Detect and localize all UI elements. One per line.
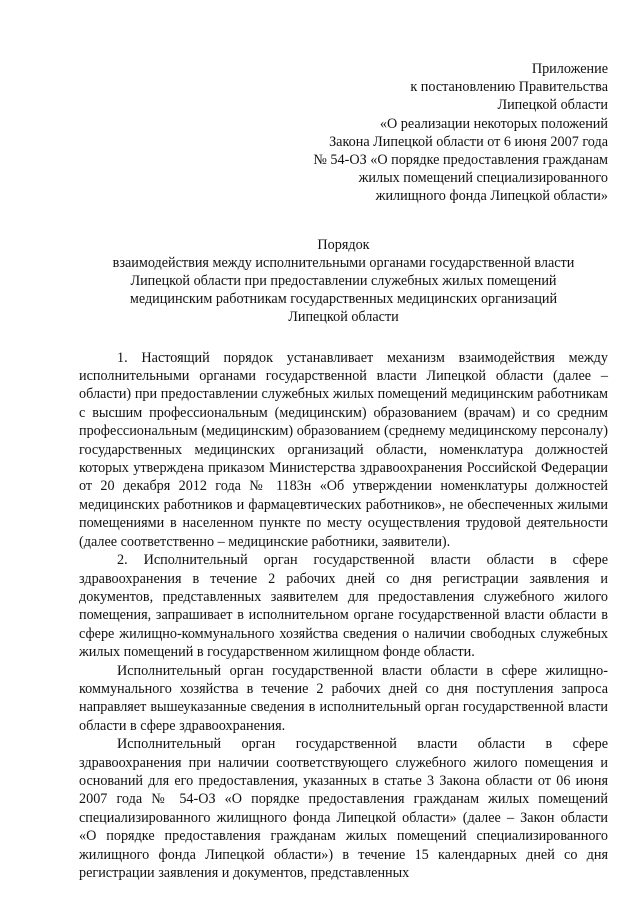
- appendix-line: жилищного фонда Липецкой области»: [375, 188, 608, 205]
- appendix-line: жилых помещений специализированного: [358, 170, 608, 187]
- paragraph-3: Исполнительный орган государственной власти области в сфере жилищно-коммунального хозяйства в течение 2 рабочих дней со дня поступления запроса направляет вышеуказанные сведения в исполнительный орган государственной власти области в сфере здравоохранения.: [79, 662, 608, 734]
- title-line: Порядок: [317, 236, 370, 253]
- appendix-line: к постановлению Правительства: [410, 79, 608, 96]
- paragraph-4: Исполнительный орган государственной власти области в сфере здравоохранения при наличии соответствующего служебного жилого помещения и оснований для его предоставления, указанных в статье 3 Закона области от 06 июня 2007 года № 54-ОЗ «О порядке предоставления гражданам жилых помещений специализированного жилищного фонда Липецкой области» (далее – Закон области «О порядке предоставления гражданам жилых помещений специализированного жилищного фонда Липецкой области») в течение 15 календарных дней со дня регистрации заявления и документов, представленных: [79, 736, 608, 882]
- appendix-line: Закона Липецкой области от 6 июня 2007 года: [329, 133, 608, 150]
- appendix-header: [79, 60, 608, 206]
- document-title: [79, 236, 608, 327]
- document-body: [79, 349, 608, 883]
- appendix-line: Липецкой области: [497, 97, 608, 114]
- appendix-line: № 54-ОЗ «О порядке предоставления гражданам: [313, 152, 608, 169]
- title-line: Липецкой области при предоставлении служебных жилых помещений: [130, 273, 557, 290]
- paragraph-1: 1. Настоящий порядок устанавливает механизм взаимодействия между исполнительными органами государственной власти Липецкой области (далее – области) при предоставлении служебных жилых помещений медицинским работникам с высшим профессиональным (медицинским) образованием (врачам) и со средним профессиональным (медицинским) образованием (среднему медицинскому персоналу) государственных медицинских организаций области, номенклатура должностей которых утверждена приказом Министерства здравоохранения Российской Федерации от 20 декабря 2012 года № 1183н «Об утверждении номенклатуры должностей медицинских работников и фармацевтических работников», не обеспеченных жилыми помещениями в населенном пункте по месту осуществления трудовой деятельности (далее соответственно – медицинские работники, заявители).: [79, 349, 608, 550]
- title-line: взаимодействия между исполнительными органами государственной власти: [112, 254, 575, 271]
- paragraph-2: 2. Исполнительный орган государственной власти области в сфере здравоохранения в течение 2 рабочих дней со дня регистрации заявления и документов, представленных заявителем для предоставления служебного жилого помещения, запрашивает в исполнительном органе государственной власти области в сфере жилищно-коммунального хозяйства сведения о наличии свободных служебных жилых помещений в государственном жилищном фонде области.: [79, 552, 608, 661]
- title-line: медицинским работникам государственных медицинских организаций: [129, 291, 558, 308]
- title-line: Липецкой области: [288, 309, 399, 326]
- appendix-line: Приложение: [531, 61, 608, 77]
- appendix-line: «О реализации некоторых положений: [379, 115, 608, 132]
